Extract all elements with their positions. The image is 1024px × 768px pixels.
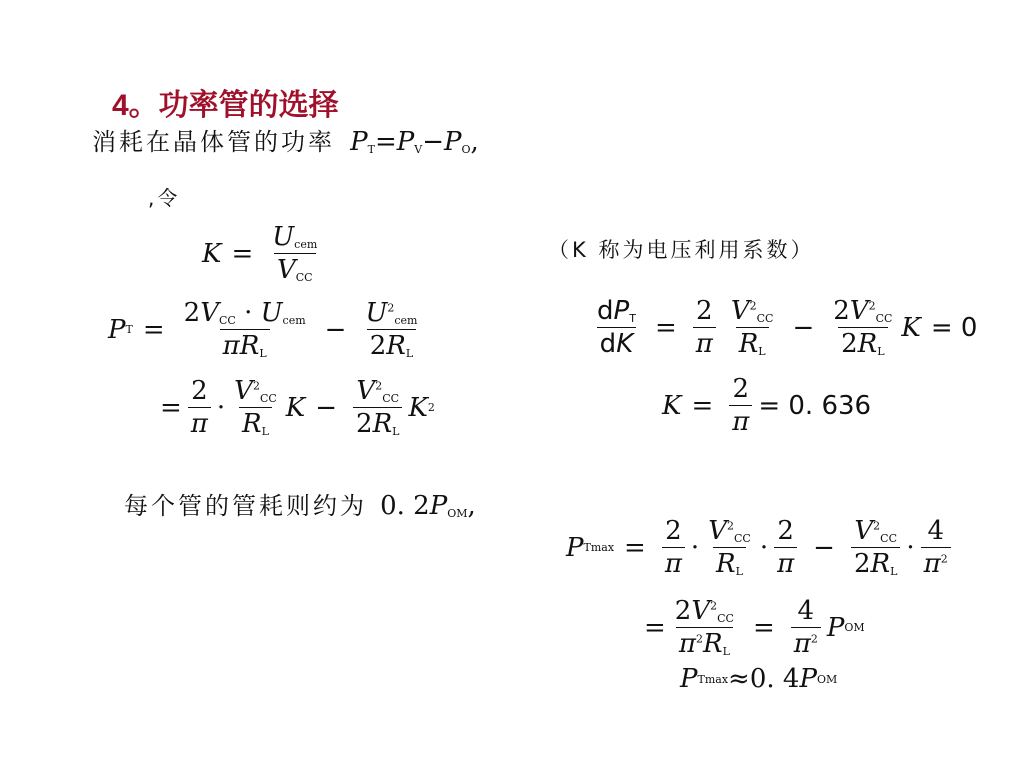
deriv-frac: $\frac{dP_T}{dK}$ xyxy=(597,296,636,359)
k-fraction: $\frac{U_{cem}}{V_{CC}}$ xyxy=(272,222,318,285)
pt2-frac-c: $\frac{V^2_{CC}}{2R_L}$ xyxy=(353,376,402,439)
ptmax-equation-2: = $\frac{2V^2_{CC}}{\pi^2R_L}$ = $\frac{4}{\pi^2}$ P OM xyxy=(644,596,865,659)
intro-line xyxy=(92,122,479,157)
pt-equation-2: = $\frac{2}{\pi}$ · $\frac{V^2_{CC}}{R_L}$ K − $\frac{V^2_{CC}}{2R_L}$ K 2 xyxy=(160,376,435,439)
pt-equation-1: P T = $\frac{2V_{CC} \cdot U_{cem}}{\pi R_L}$ − $\frac{U^2_{cem}}{2R_L}$ xyxy=(108,298,426,361)
derivative-equation: $\frac{dP_T}{dK}$ = $\frac{2}{\pi}$ $\frac{V^2_{CC}}{R_L}$ − $\frac{2V^2_{CC}}{2R_L}$ K = 0 xyxy=(588,296,987,359)
kval-frac: $\frac{2}{\pi}$ xyxy=(729,374,752,437)
per-tube-line xyxy=(124,486,476,521)
k-value: = 0. 636 xyxy=(758,390,872,421)
ptmax-frac-d: $\frac{V^2_{CC}}{2R_L}$ xyxy=(851,516,900,579)
intro-formula: $P_T=P_V-P_O$, xyxy=(350,127,479,157)
slide-title: 4。功率管的选择 xyxy=(112,89,339,122)
pt2-frac-a: $\frac{2}{\pi}$ xyxy=(188,376,211,439)
ptmax2-frac-a: $\frac{2V^2_{CC}}{\pi^2R_L}$ xyxy=(674,596,734,659)
k-definition: K = $\frac{U_{cem}}{V_{CC}}$ xyxy=(202,222,326,285)
intro-text: 消耗在晶体管的功率 xyxy=(92,128,335,156)
ptmax-equation-3: P Tmax ≈0. 4 P OM xyxy=(680,664,838,694)
k-value-equation: K = $\frac{2}{\pi}$ = 0. 636 xyxy=(662,374,872,437)
deriv-frac-b: $\frac{V^2_{CC}}{R_L}$ xyxy=(730,296,774,359)
deriv-frac-a: $\frac{2}{\pi}$ xyxy=(693,296,716,359)
per-tube-value: 0. $2P_{OM}$, xyxy=(380,491,476,521)
pt-frac-2: $\frac{U^2_{cem}}{2R_L}$ xyxy=(365,298,418,361)
let-text: ,令 xyxy=(148,186,181,210)
ptmax-frac-c: $\frac{2}{\pi}$ xyxy=(774,516,797,579)
ptmax-frac-a: $\frac{2}{\pi}$ xyxy=(662,516,685,579)
ptmax-frac-b: $\frac{V^2_{CC}}{R_L}$ xyxy=(708,516,751,579)
ptmax2-frac-b: $\frac{4}{\pi^2}$ xyxy=(791,596,821,659)
k-note: （K 称为电压利用系数） xyxy=(548,238,815,262)
pt-frac-1: $\frac{2V_{CC} \cdot U_{cem}}{\pi R_L}$ xyxy=(183,298,306,361)
ptmax-frac-e: $\frac{4}{\pi^2}$ xyxy=(921,516,951,579)
deriv-frac-c: $\frac{2V^2_{CC}}{2R_L}$ xyxy=(833,296,893,359)
pt2-frac-b: $\frac{V^2_{CC}}{R_L}$ xyxy=(234,376,277,439)
per-tube-text: 每个管的管耗则约为 xyxy=(124,492,367,520)
ptmax-equation-1: P Tmax = $\frac{2}{\pi}$ · $\frac{V^2_{CC}}{R_L}$ · $\frac{2}{\pi}$ − $\frac{V^2_{CC}}{2R_L}$ · $\frac{4}{\pi^2}$ xyxy=(566,516,957,579)
